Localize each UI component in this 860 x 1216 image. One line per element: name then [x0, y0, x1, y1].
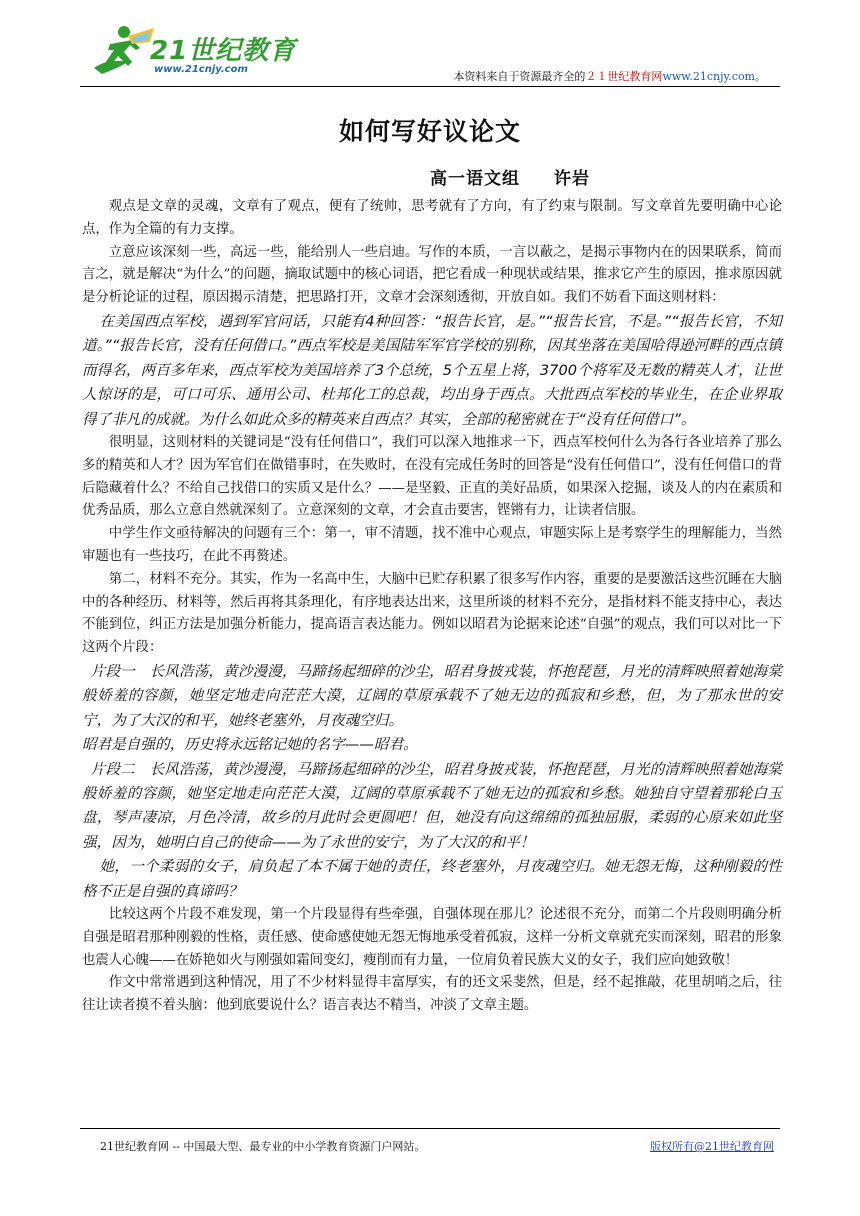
- paragraph: 比较这两个片段不难发现，第一个片段显得有些牵强，自强体现在那儿？论述很不充分，而第二个片段则明确分析自强是昭君那种刚毅的性格，责任感、使命感使她无怨无悔地承受着孤寂，这样一分析文章就充实而深刻，昭君的形象也震人心魄——在娇艳如火与刚强如霜间变幻，瘦削而有力量，一位肩负着民族大义的女子，我们应向她致敬！: [82, 907, 782, 968]
- paragraph: 观点是文章的灵魂，文章有了观点，便有了统帅，思考就有了方向，有了约束与限制。写文章首先要明确中心论点，作为全篇的有力支撑。: [82, 199, 782, 237]
- paragraph: 立意应该深刻一些，高远一些，能给别人一些启迪。写作的本质，一言以蔽之，是揭示事物内在的因果联系，简而言之，就是解决“为什么”的问题，摘取试题中的核心词语，把它看成一种现状或结果，推求它产生的原因，推求原因就是分析论证的过程，原因揭示清楚，把思路打开，文章才会深刻透彻，开放自如。我们不妨看下面这则材料：: [82, 244, 782, 306]
- author-name: 许岩: [554, 169, 590, 189]
- site-logo[interactable]: [88, 22, 298, 82]
- paragraph: 很明显，这则材料的关键词是“没有任何借口”，我们可以深入地推求一下，西点军校何什么为各行各业培养了那么多的精英和人才？因为军官们在做错事时，在失败时，在没有完成任务时的回答是“没有任何借口”，没有任何借口的背后隐藏着什么？不给自己找借口的实质又是什么？——是坚毅、正直的美好品质，如果深入挖掘，谈及人的内在素质和优秀品质，那么立意自然就深刻了。立意深刻的文章，才会直击要害，铿锵有力，让读者信服。: [82, 435, 782, 519]
- author-group: 高一语文组: [430, 169, 520, 189]
- header-divider: [80, 86, 780, 87]
- author-line: [430, 164, 590, 189]
- header-note: [453, 68, 766, 84]
- header-note-prefix: 本资料来自于资源最齐全的: [453, 70, 586, 83]
- example-fragment-two-conclusion: 她，一个柔弱的女子，肩负起了本不属于她的责任，终老塞外，月夜魂空归。她无怨无悔，这种刚毅的性格不正是自强的真谛吗？: [82, 858, 782, 900]
- running-figure-icon: [88, 22, 158, 80]
- page-title: 如何写好议论文: [338, 117, 521, 146]
- quoted-material: 在美国西点军校，遇到军官问话，只能有4种回答：“报告长官，是。”“报告长官，不是。”“报告长官，不知道。”“报告长官，没有任何借口。”西点军校是美国陆军军官学校的别称，因其坐落在美国哈得逊河畔的西点镇而得名，两百多年来，西点军校为美国培养了3个总统，5个五星上将，3700个将军及无数的精英人才，让世人惊讶的是，可口可乐、通用公司、杜邦化工的总裁，均出身于西点。大批西点军校的毕业生，在企业界取得了非凡的成就。为什么如此众多的精英来自西点？其实，全部的秘密就在于“没有任何借口”。: [82, 312, 782, 428]
- logo-text: 21世纪教育: [150, 36, 297, 66]
- logo-url: www.21cnjy.com: [154, 64, 248, 75]
- paragraph: 中学生作文亟待解决的问题有三个：第一，审不清题，找不准中心观点，审题实际上是考察学生的理解能力，当然审题也有一些技巧，在此不再赘述。: [82, 526, 782, 564]
- footer-site-description: 21世纪教育网 -- 中国最大型、最专业的中小学教育资源门户网站。: [100, 1140, 426, 1153]
- page-header: [80, 22, 780, 90]
- header-note-url[interactable]: www.21cnjy.com: [662, 70, 755, 83]
- example-fragment-one: 片段一 长风浩荡，黄沙漫漫，马蹄扬起细碎的沙尘，昭君身披戎装，怀抱琵琶，月光的清辉映照着她海棠般娇羞的容颜，她坚定地走向茫茫大漠，辽阔的草原承载不了她无边的孤寂和乡愁，但，为了那永世的安宁，为了大汉的和平，她终老塞外，月夜魂空归。: [82, 662, 782, 729]
- header-note-suffix: 。: [755, 70, 766, 83]
- header-note-site[interactable]: ２１世纪教育网: [585, 70, 663, 83]
- paragraph: 第二，材料不充分。其实，作为一名高中生，大脑中已贮存积累了很多写作内容，重要的是要激活这些沉睡在大脑中的各种经历、材料等，然后再将其条理化，有序地表达出来，这里所谈的材料不充分，是指材料不能支持中心，表达不能到位，纠正方法是加强分析能力，提高语言表达能力。例如以昭君为论据来论述“自强”的观点，我们可以对比一下这两个片段：: [82, 571, 782, 656]
- article-body: [82, 196, 782, 1018]
- paragraph: 作文中常常遇到这种情况，用了不少材料显得丰富厚实，有的还文采斐然，但是，经不起推敲，花里胡哨之后，往往让读者摸不着头脑：他到底要说什么？语言表达不精当，冲淡了文章主题。: [82, 975, 782, 1014]
- footer-copyright-link[interactable]: 版权所有@21世纪教育网: [650, 1140, 774, 1153]
- example-fragment-one-conclusion: 昭君是自强的，历史将永远铭记她的名字——昭君。: [82, 736, 418, 754]
- example-fragment-two: 片段二 长风浩荡，黄沙漫漫，马蹄扬起细碎的沙尘，昭君身披戎装，怀抱琵琶，月光的清辉映照着她海棠般娇羞的容颜，她坚定地走向茫茫大漠，辽阔的草原承载不了她无边的孤寂和乡愁。她独自守望着那轮白玉盘，琴声凄凉，月色冷清，故乡的月此时会更圆吧！但，她没有向这绵绵的孤独屈服，柔弱的心原来如此坚强，因为，她明白自己的使命——为了永世的安宁，为了大汉的和平！: [82, 760, 782, 851]
- footer-divider: [80, 1128, 780, 1129]
